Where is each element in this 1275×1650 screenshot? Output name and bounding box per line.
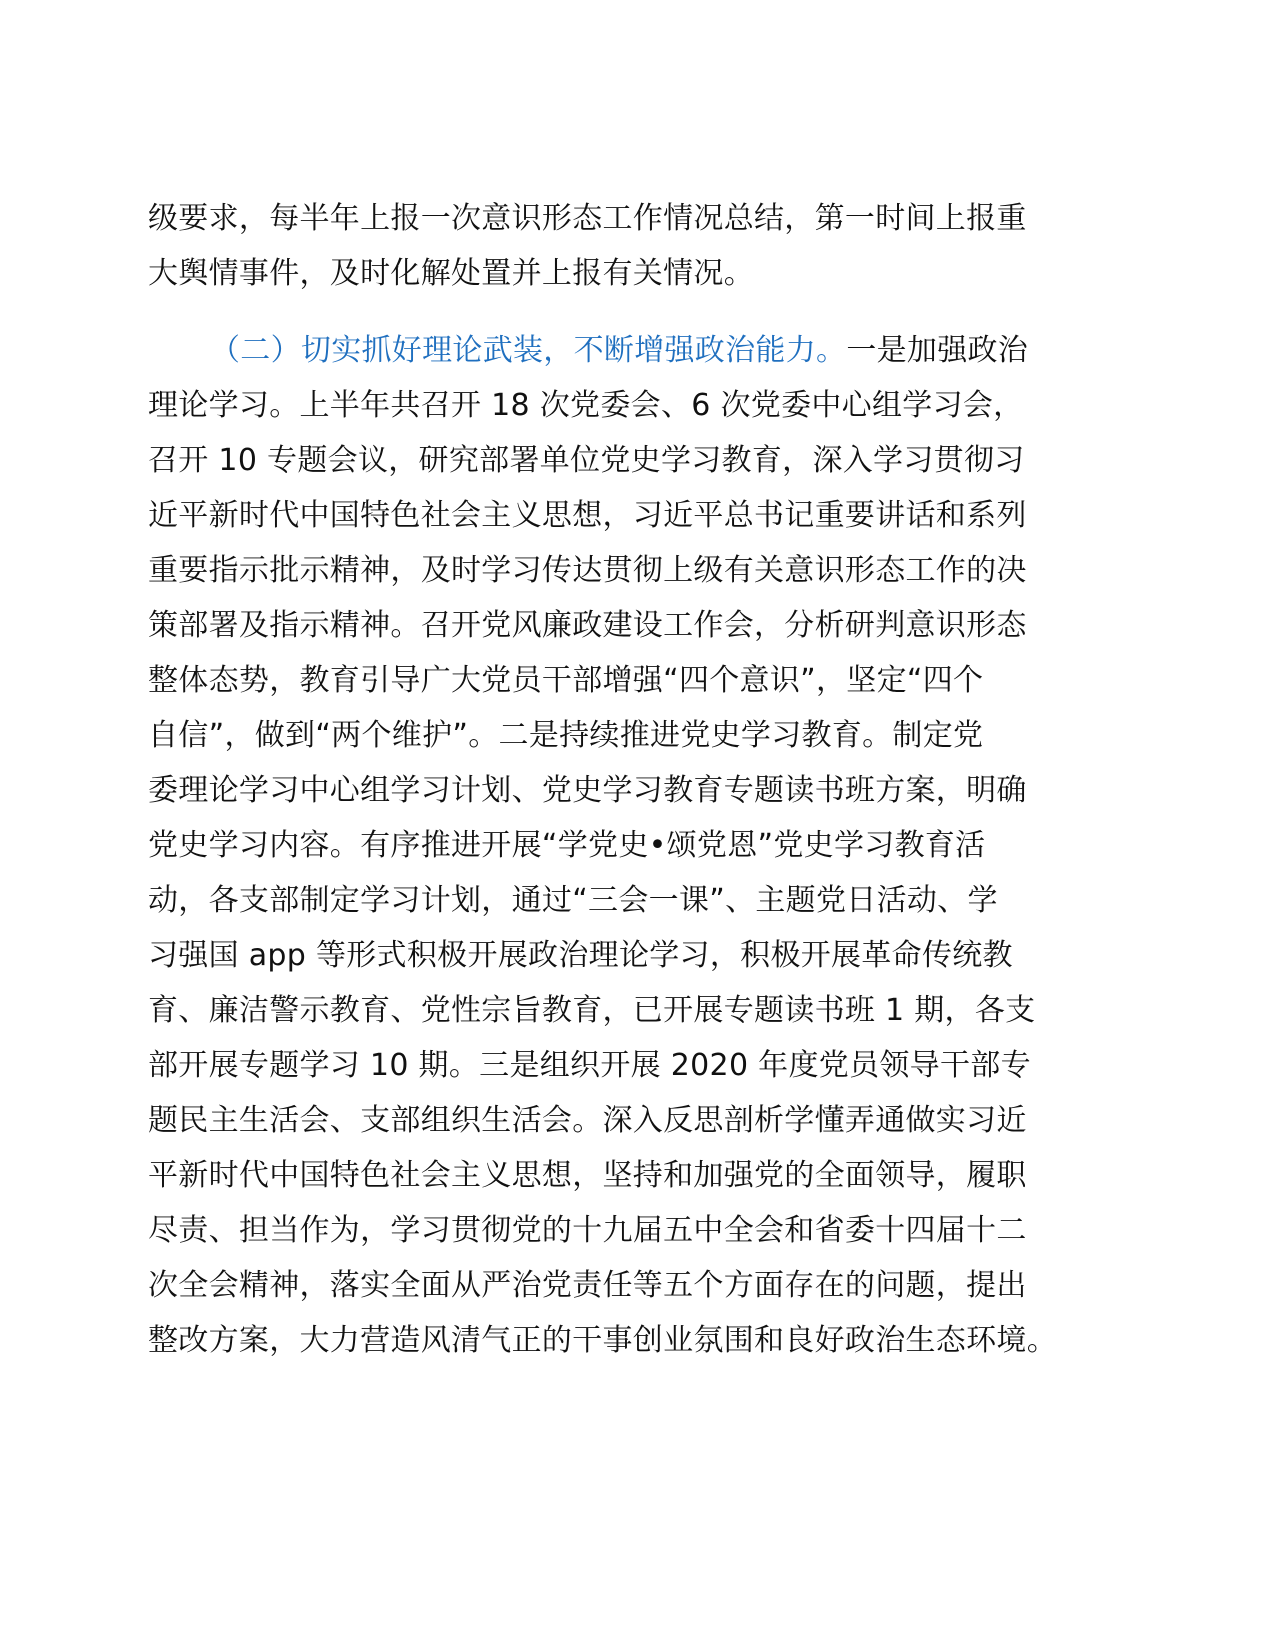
- paragraph-1-line-2: 大舆情事件，及时化解处置并上报有关情况。: [148, 256, 754, 291]
- paragraph-2-line: 题民主生活会、支部组织生活会。深入反思剖析学懂弄通做实习近: [148, 1103, 1027, 1138]
- paragraph-2-line: 整体态势，教育引导广大党员干部增强“四个意识”，坚定“四个: [148, 663, 984, 698]
- paragraph-2-line: 尽责、担当作为，学习贯彻党的十九届五中全会和省委十四届十二: [148, 1213, 1027, 1248]
- paragraph-2-line: 平新时代中国特色社会主义思想，坚持和加强党的全面领导，履职: [148, 1158, 1027, 1193]
- paragraph-2-line: 策部署及指示精神。召开党风廉政建设工作会，分析研判意识形态: [148, 608, 1027, 643]
- paragraph-2-line: 自信”，做到“两个维护”。二是持续推进党史学习教育。制定党: [148, 718, 984, 753]
- paragraph-2-line: 整改方案，大力营造风清气正的干事创业氛围和良好政治生态环境。: [148, 1323, 1057, 1358]
- paragraph-2-line: 次全会精神，落实全面从严治党责任等五个方面存在的问题，提出: [148, 1268, 1027, 1303]
- paragraph-2-line-1: [210, 331, 1028, 371]
- paragraph-1-line-1: 级要求，每半年上报一次意识形态工作情况总结，第一时间上报重: [148, 201, 1027, 236]
- paragraph-2-line: 委理论学习中心组学习计划、党史学习教育专题读书班方案，明确: [148, 773, 1027, 808]
- paragraph-2-line-1-rest: 一是加强政治: [846, 333, 1029, 368]
- paragraph-2-line: 理论学习。上半年共召开 18 次党委会、6 次党委中心组学习会，: [148, 388, 1024, 423]
- paragraph-2-line: 党史学习内容。有序推进开展“学党史•颂党恩”党史学习教育活: [148, 828, 986, 863]
- paragraph-2-line: 近平新时代中国特色社会主义思想，习近平总书记重要讲话和系列: [148, 498, 1027, 533]
- paragraph-2-line: 重要指示批示精神，及时学习传达贯彻上级有关意识形态工作的决: [148, 553, 1027, 588]
- paragraph-2-line: 习强国 app 等形式积极开展政治理论学习，积极开展革命传统教: [148, 938, 1013, 973]
- paragraph-2-line: 部开展专题学习 10 期。三是组织开展 2020 年度党员领导干部专: [148, 1048, 1031, 1083]
- section-heading: （二）切实抓好理论武装，不断增强政治能力。: [210, 333, 847, 368]
- paragraph-2-line: 召开 10 专题会议，研究部署单位党史学习教育，深入学习贯彻习: [148, 443, 1025, 478]
- paragraph-2-line: 育、廉洁警示教育、党性宗旨教育，已开展专题读书班 1 期，各支: [148, 993, 1036, 1028]
- paragraph-2-line: 动，各支部制定学习计划，通过“三会一课”、主题党日活动、学: [148, 883, 998, 918]
